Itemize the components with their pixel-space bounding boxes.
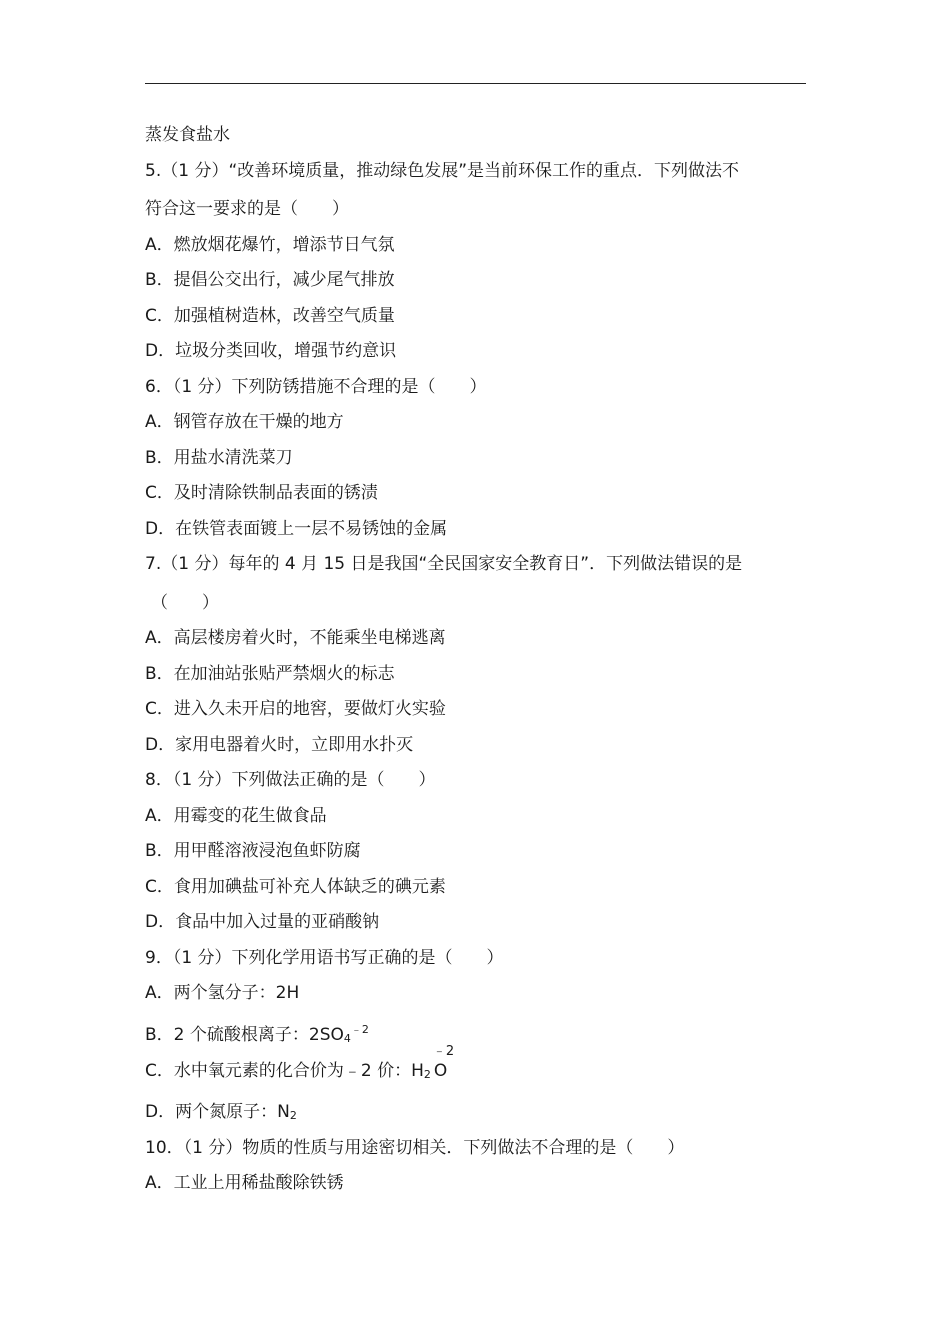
question-8-option-b: B．用甲醛溶液浸泡鱼虾防腐	[145, 841, 361, 861]
question-10-stem: 10．（1 分）物质的性质与用途密切相关．下列做法不合理的是（ ）	[145, 1137, 685, 1158]
subscript: 2	[423, 1068, 431, 1081]
question-6-option-b: B．用盐水清洗菜刀	[145, 447, 293, 468]
page-content	[145, 118, 815, 1202]
question-7-option-a: A．高层楼房着火时，不能乘坐电梯逃离	[145, 628, 446, 648]
question-5-stem: 5.（1 分）“改善环境质量，推动绿色发展”是当前环保工作的重点．下列做法不	[145, 160, 740, 181]
question-7-stem: 7.（1 分）每年的 4 月 15 日是我国“全民国家安全教育日”．下列做法错误的是	[145, 554, 743, 574]
question-9-option-c	[145, 1044, 815, 1095]
question-6-option-c: C．及时清除铁制品表面的锈渍	[145, 483, 378, 503]
question-7-option-d: D．家用电器着火时，立即用水扑灭	[145, 734, 414, 755]
question-8-stem: 8．（1 分）下列做法正确的是（ ）	[145, 770, 436, 790]
valence-notation	[431, 1044, 455, 1081]
subscript: 4	[343, 1031, 351, 1045]
question-6-stem: 6．（1 分）下列防锈措施不合理的是（ ）	[145, 376, 487, 397]
question-5-option-a: A．燃放烟花爆竹，增添节日气氛	[145, 234, 395, 255]
question-6-option-a: A．钢管存放在干燥的地方	[145, 412, 344, 432]
question-10-option-a: A．工业上用稀盐酸除铁锈	[145, 1173, 344, 1193]
option-c-text: C．水中氧元素的化合价为﹣2 价：H	[145, 1061, 424, 1081]
valence-value: ﹣2	[432, 1044, 455, 1059]
question-8-option-a: A．用霉变的花生做食品	[145, 805, 327, 826]
question-6-option-d: D．在铁管表面镀上一层不易锈蚀的金属	[145, 518, 448, 539]
question-5-option-b: B．提倡公交出行，减少尾气排放	[145, 270, 395, 290]
question-7-stem-cont: （ ）	[151, 592, 219, 613]
question-9-option-b	[145, 1012, 815, 1048]
question-9-option-a: A．两个氢分子：2H	[145, 983, 300, 1003]
text-line: 蒸发食盐水	[145, 125, 230, 145]
question-5-stem-cont: 符合这一要求的是（ ）	[145, 199, 349, 219]
question-8-option-c: C．食用加碘盐可补充人体缺乏的碘元素	[145, 876, 446, 897]
option-b-text: B．2 个硫酸根离子：2SO	[145, 1024, 344, 1045]
header-rule	[145, 83, 806, 84]
question-9-stem: 9．（1 分）下列化学用语书写正确的是（ ）	[145, 947, 504, 968]
option-d-text: D．两个氮原子：N	[145, 1102, 290, 1122]
question-7-option-b: B．在加油站张贴严禁烟火的标志	[145, 663, 395, 684]
question-7-option-c: C．进入久未开启的地窖，要做灯火实验	[145, 699, 446, 719]
question-8-option-d: D．食品中加入过量的亚硝酸钠	[145, 912, 380, 932]
question-5-option-c: C．加强植树造林，改善空气质量	[145, 305, 395, 326]
question-5-option-d: D．垃圾分类回收，增强节约意识	[145, 341, 397, 361]
subscript: 2	[289, 1109, 297, 1122]
superscript: ﹣2	[350, 1022, 369, 1036]
element-symbol: O	[433, 1061, 448, 1081]
question-9-option-d	[145, 1095, 815, 1131]
